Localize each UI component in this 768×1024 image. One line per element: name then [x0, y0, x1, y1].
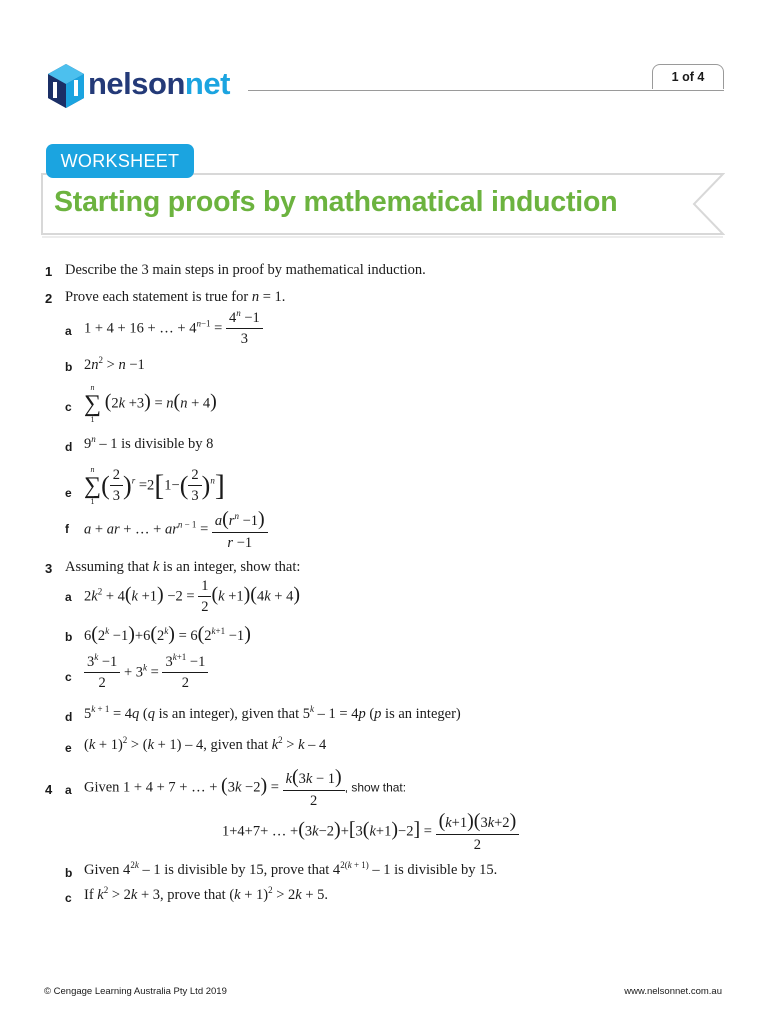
q2b-equation: $2n^2 > n -1$ [84, 355, 145, 373]
q3e-label: e [65, 741, 72, 755]
nelsonnet-logo-icon [44, 62, 88, 110]
q3c-label: c [65, 670, 72, 684]
q2e-label: e [65, 486, 72, 500]
q4-number: 4 [45, 782, 53, 797]
page-title: Starting proofs by mathematical induction [54, 186, 618, 218]
brand-nelson: nelson [88, 66, 185, 101]
q3-number: 3 [45, 561, 53, 576]
footer-copyright: © Cengage Learning Australia Pty Ltd 2019 [44, 986, 227, 997]
q3-text: Assuming that k is an integer, show that: [65, 559, 301, 575]
q3d-label: d [65, 710, 73, 724]
q4b-statement: Given $4^{2k} - 1$ is divisible by 15, prove that $4^{2(k + 1)} - 1$ is divisible by 15. [84, 860, 498, 878]
q3a-equation: $2k^2 + 4(k +1) -2$ = $\frac{1}{2}$ (k +1)(4k + 4) [84, 578, 300, 615]
q1-number: 1 [45, 264, 53, 279]
q2-text: Prove each statement is true for n = 1. [65, 289, 286, 305]
q2d-statement: 9$^n$ – 1 is divisible by 8 [84, 434, 214, 452]
q3c-equation: $\frac{3^k -1}{2}$ + $3^k$ = $\frac{3^{k+1} -1}{2}$ [84, 654, 208, 692]
q2f-equation: a + ar + … + $ar^{n - 1}$ = $\frac{a(r^n -1)}{r -1}$ [84, 508, 268, 552]
q3d-statement: $5^{k + 1} = 4q$ (q is an integer), given that 5$^k$ – 1 = 4p (p is an integer) [84, 704, 461, 722]
q1-text: Describe the 3 main steps in proof by mathematical induction. [65, 262, 426, 278]
q3a-label: a [65, 590, 72, 604]
q4a-label: a [65, 783, 72, 797]
q2a-label: a [65, 324, 72, 338]
q2a-equation: 1 + 4 + 16 + … + $4^{n-1}$ = $\frac{4^n -1}{3}$ [84, 310, 263, 348]
q4a-equation: 1+4+7+ … +(3k−2)+[3(k+1)−2] = $\frac{(k+1)(3k+2)}{2}$ [222, 810, 519, 854]
q2b-label: b [65, 360, 73, 374]
q4c-statement: If $k^2 > 2k + 3$, prove that $(k + 1)^2 > 2k + 5$. [84, 885, 329, 903]
q2f-label: f [65, 522, 69, 536]
header-rule [248, 90, 724, 91]
worksheet-badge: WORKSHEET [46, 144, 194, 178]
brand-wordmark [88, 66, 230, 102]
q2c-equation: n ∑ 1 (2k +3) = n(n + 4) [84, 383, 217, 424]
q3e-statement: $(k + 1)^2 > (k + 1) - 4$, given that $k^2 > k - 4$ [84, 735, 327, 753]
q2-number: 2 [45, 291, 53, 306]
q4b-label: b [65, 866, 73, 880]
q2c-label: c [65, 400, 72, 414]
q3b-label: b [65, 630, 73, 644]
q2d-label: d [65, 440, 73, 454]
brand-net: net [184, 66, 230, 101]
q2e-equation: n ∑ 1 ( $\frac{2}{3}$ )$^r$ =2[1−( $\frac{2}{3}$ )$^n$] [84, 465, 225, 506]
q3b-equation: $6(2^k -1)+6(2^k) = 6(2^{k+1} -1)$ [84, 623, 251, 645]
q4c-label: c [65, 891, 72, 905]
footer-website[interactable]: www.nelsonnet.com.au [624, 986, 722, 997]
q4a-statement: Given 1 + 4 + 7 + … + (3k −2) = $\frac{k(3k - 1)}{2}$ , show that: [84, 766, 407, 809]
page-indicator: 1 of 4 [652, 64, 724, 89]
